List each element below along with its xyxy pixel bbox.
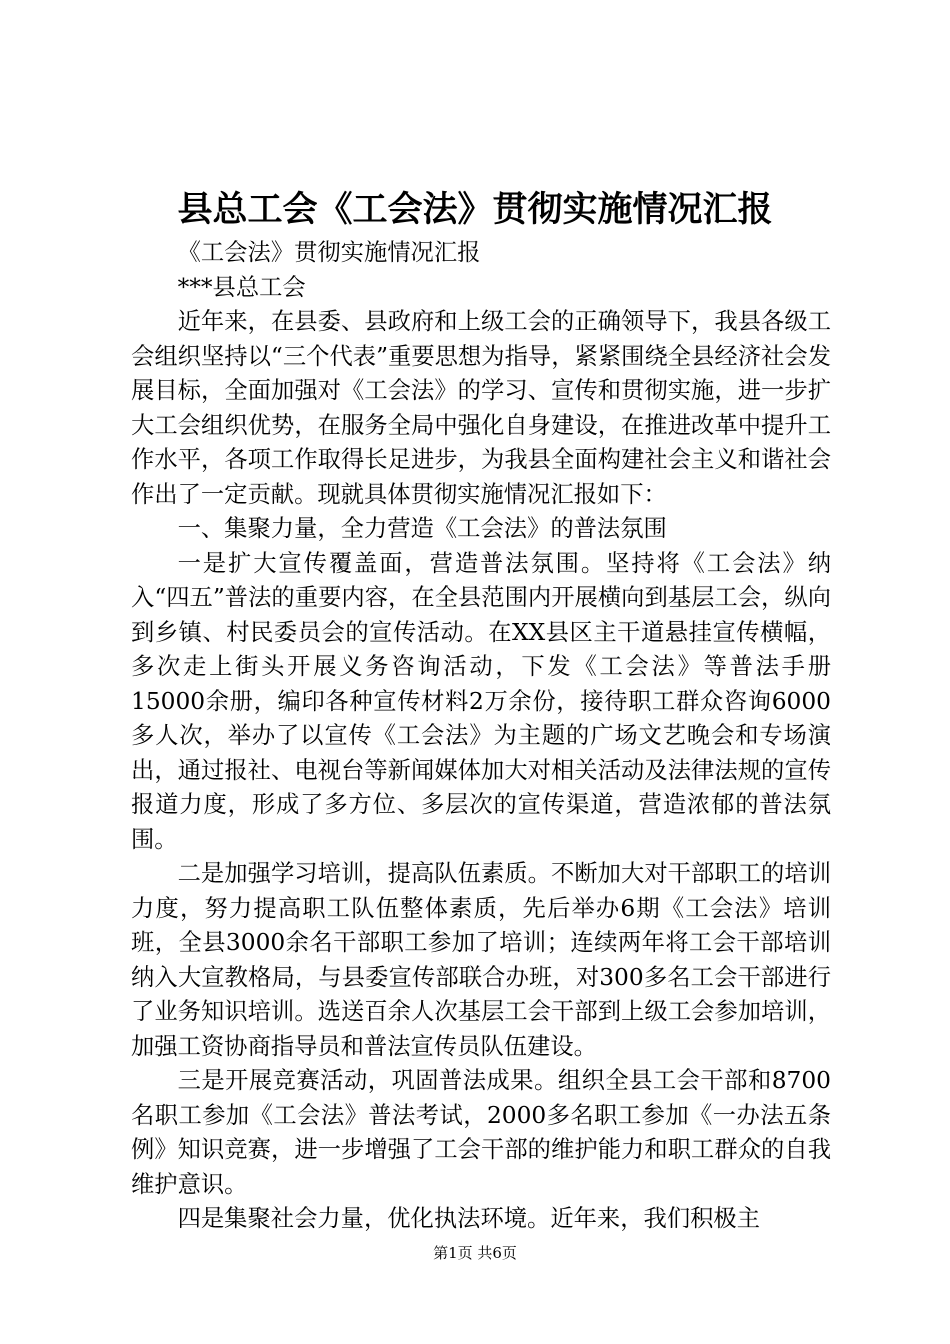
body-paragraph: 二是加强学习培训，提高队伍素质。不断加大对干部职工的培训力度，努力提高职工队伍整体素质，先后举办6期《工会法》培训班，全县3000余名干部职工参加了培训；连续两年将工会干部培训纳入大宣教格局，与县委宣传部联合办班，对300多名工会干部进行了业务知识培训。选送百余人次基层工会干部到上级工会参加培训，加强工资协商指导员和普法宣传员队伍建设。 bbox=[131, 860, 831, 1060]
subtitle-paragraph: 《工会法》贯彻实施情况汇报 bbox=[177, 239, 481, 266]
body-paragraph: 三是开展竞赛活动，巩固普法成果。组织全县工会干部和8700名职工参加《工会法》普法考试，2000多名职工参加《一办法五条例》知识竞赛，进一步增强了工会干部的维护能力和职工群众的自我维护意识。 bbox=[131, 1067, 831, 1198]
author-paragraph: ***县总工会 bbox=[177, 273, 306, 301]
page-footer: 第1页 共6页 bbox=[433, 1244, 517, 1262]
section-heading: 一、集聚力量，全力营造《工会法》的普法氛围 bbox=[177, 515, 667, 542]
body-paragraph: 四是集聚社会力量，优化执法环境。近年来，我们积极主 bbox=[177, 1205, 761, 1232]
intro-paragraph: 近年来，在县委、县政府和上级工会的正确领导下，我县各级工会组织坚持以“三个代表”重要思想为指导，紧紧围绕全县经济社会发展目标，全面加强对《工会法》的学习、宣传和贯彻实施，进一步扩大工会组织优势，在服务全局中强化自身建设，在推进改革中提升工作水平，各项工作取得长足进步，为我县全面构建社会主义和谐社会作出了一定贡献。现就具体贯彻实施情况汇报如下： bbox=[131, 308, 831, 508]
body-paragraph: 一是扩大宣传覆盖面，营造普法氛围。坚持将《工会法》纳入“四五”普法的重要内容，在全县范围内开展横向到基层工会，纵向到乡镇、村民委员会的宣传活动。在XX县区主干道悬挂宣传横幅，多次走上街头开展义务咨询活动，下发《工会法》等普法手册15000余册，编印各种宣传材料2万余份，接待职工群众咨询6000多人次，举办了以宣传《工会法》为主题的广场文艺晚会和专场演出，通过报社、电视台等新闻媒体加大对相关活动及法律法规的宣传报道力度，形成了多方位、多层次的宣传渠道，营造浓郁的普法氛围。 bbox=[131, 549, 831, 853]
document-body bbox=[131, 236, 831, 1237]
document-title: 县总工会《工会法》贯彻实施情况汇报 bbox=[177, 189, 773, 230]
